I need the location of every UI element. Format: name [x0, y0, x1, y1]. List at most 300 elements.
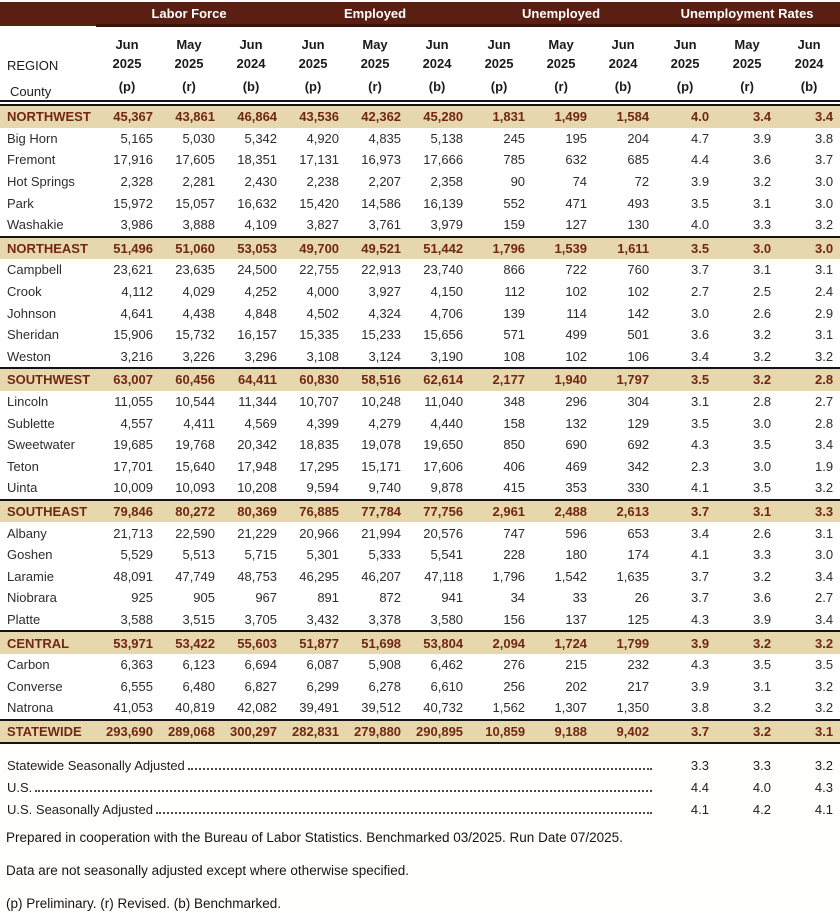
value-cell: 3,108 — [282, 346, 344, 369]
value-cell: 3.2 — [716, 324, 778, 346]
value-cell: 19,768 — [158, 434, 220, 456]
value-cell: 1,796 — [468, 565, 530, 587]
value-cell: 5,301 — [282, 544, 344, 566]
value-cell: 2.7 — [654, 281, 716, 303]
period-note: (b) — [592, 73, 654, 103]
value-cell: 23,635 — [158, 259, 220, 281]
value-cell: 3.2 — [716, 346, 778, 369]
value-cell: 46,207 — [344, 565, 406, 587]
value-cell: 866 — [468, 259, 530, 281]
value-cell: 21,229 — [220, 522, 282, 544]
value-cell: 26 — [592, 587, 654, 609]
value-cell: 1,831 — [468, 103, 530, 128]
value-cell: 4.3 — [654, 654, 716, 676]
value-cell: 2.8 — [778, 412, 840, 434]
period-year: 2024 — [592, 53, 654, 73]
value-cell: 51,698 — [344, 631, 406, 654]
value-cell: 127 — [530, 214, 592, 237]
county-row — [0, 259, 840, 281]
period-month: May — [344, 26, 406, 54]
value-cell: 2,094 — [468, 631, 530, 654]
value-cell: 3.5 — [654, 368, 716, 391]
region-row — [0, 103, 840, 128]
period-month: Jun — [592, 26, 654, 54]
value-cell: 20,342 — [220, 434, 282, 456]
value-cell: 571 — [468, 324, 530, 346]
value-cell: 4,411 — [158, 412, 220, 434]
value-cell: 4,000 — [282, 281, 344, 303]
value-cell: 41,053 — [96, 697, 158, 720]
county-row — [0, 391, 840, 413]
value-cell: 3,986 — [96, 214, 158, 237]
footnote-prepared: Prepared in cooperation with the Bureau of Labor Statistics. Benchmarked 03/2025. Run Date 07/2025. — [6, 830, 623, 846]
value-cell: 3.4 — [778, 609, 840, 632]
labor-force-table — [0, 2, 840, 744]
value-cell: 156 — [468, 609, 530, 632]
value-cell: 15,640 — [158, 456, 220, 478]
header-month-row — [0, 26, 840, 54]
value-cell: 3.7 — [778, 149, 840, 171]
value-cell: 125 — [592, 609, 654, 632]
value-cell: 747 — [468, 522, 530, 544]
value-cell: 3.1 — [778, 324, 840, 346]
value-cell: 16,157 — [220, 324, 282, 346]
period-year: 2024 — [406, 53, 468, 73]
value-cell: 159 — [468, 214, 530, 237]
value-cell: 40,732 — [406, 697, 468, 720]
value-cell: 9,402 — [592, 720, 654, 744]
region-label: REGION — [7, 58, 59, 73]
value-cell: 5,342 — [220, 128, 282, 150]
row-name: Sweetwater — [0, 434, 96, 456]
row-name: Uinta — [0, 477, 96, 500]
value-cell: 925 — [96, 587, 158, 609]
value-cell: 3.4 — [654, 522, 716, 544]
period-month: May — [716, 26, 778, 54]
value-cell: 2,613 — [592, 500, 654, 523]
value-cell: 39,512 — [344, 697, 406, 720]
value-cell: 4.7 — [654, 128, 716, 150]
value-cell: 469 — [530, 456, 592, 478]
value-cell: 3,979 — [406, 214, 468, 237]
value-cell: 49,700 — [282, 237, 344, 260]
row-name: NORTHWEST — [0, 103, 96, 128]
value-cell: 9,594 — [282, 477, 344, 500]
value-cell: 3.0 — [716, 412, 778, 434]
group-header-row — [0, 2, 840, 26]
value-cell: 18,351 — [220, 149, 282, 171]
value-cell: 2,238 — [282, 171, 344, 193]
period-year: 2025 — [344, 53, 406, 73]
value-cell: 850 — [468, 434, 530, 456]
value-cell: 3.7 — [654, 259, 716, 281]
county-row — [0, 434, 840, 456]
value-cell: 9,740 — [344, 477, 406, 500]
value-cell: 1,940 — [530, 368, 592, 391]
footnote-seasonal: Data are not seasonally adjusted except where otherwise specified. — [6, 863, 409, 879]
county-row — [0, 654, 840, 676]
value-cell: 17,701 — [96, 456, 158, 478]
value-cell: 1,799 — [592, 631, 654, 654]
county-row — [0, 214, 840, 237]
value-cell: 5,030 — [158, 128, 220, 150]
value-cell: 42,362 — [344, 103, 406, 128]
dotted-leader — [35, 790, 652, 792]
value-cell: 3.0 — [778, 192, 840, 214]
value-cell: 653 — [592, 522, 654, 544]
value-cell: 3,761 — [344, 214, 406, 237]
county-row — [0, 149, 840, 171]
value-cell: 692 — [592, 434, 654, 456]
value-cell: 14,586 — [344, 192, 406, 214]
period-month: May — [158, 26, 220, 54]
value-cell: 3.7 — [654, 565, 716, 587]
footnotes — [0, 819, 840, 912]
value-cell: 6,480 — [158, 675, 220, 697]
value-cell: 18,835 — [282, 434, 344, 456]
row-name: Weston — [0, 346, 96, 369]
value-cell: 4,279 — [344, 412, 406, 434]
value-cell: 256 — [468, 675, 530, 697]
period-year: 2025 — [716, 53, 778, 73]
value-cell: 15,972 — [96, 192, 158, 214]
value-cell: 6,555 — [96, 675, 158, 697]
county-label: County — [10, 84, 52, 99]
value-cell: 2.7 — [778, 391, 840, 413]
value-cell: 1,539 — [530, 237, 592, 260]
region-row — [0, 500, 840, 523]
value-cell: 195 — [530, 128, 592, 150]
value-cell: 15,656 — [406, 324, 468, 346]
value-cell: 10,707 — [282, 391, 344, 413]
value-cell: 3.3 — [716, 544, 778, 566]
county-row — [0, 456, 840, 478]
value-cell: 112 — [468, 281, 530, 303]
value-cell: 3.1 — [778, 522, 840, 544]
value-cell: 3.2 — [778, 631, 840, 654]
value-cell: 4,848 — [220, 302, 282, 324]
row-name: Hot Springs — [0, 171, 96, 193]
value-cell: 3.4 — [654, 346, 716, 369]
value-cell: 17,666 — [406, 149, 468, 171]
value-cell: 17,948 — [220, 456, 282, 478]
value-cell: 51,496 — [96, 237, 158, 260]
value-cell: 3.0 — [778, 171, 840, 193]
value-cell: 4,029 — [158, 281, 220, 303]
leader-row-us-sa — [0, 797, 840, 819]
county-row — [0, 192, 840, 214]
value-cell: 3.2 — [778, 697, 840, 720]
period-month: Jun — [468, 26, 530, 54]
row-name: Converse — [0, 675, 96, 697]
value-cell: 406 — [468, 456, 530, 478]
value-cell: 3.0 — [716, 456, 778, 478]
value-cell: 2,207 — [344, 171, 406, 193]
value-cell: 5,529 — [96, 544, 158, 566]
value-cell: 342 — [592, 456, 654, 478]
region-county-header — [0, 26, 96, 104]
value-cell: 596 — [530, 522, 592, 544]
period-month: Jun — [778, 26, 840, 54]
value-cell: 4.3 — [654, 434, 716, 456]
value-cell: 4,706 — [406, 302, 468, 324]
value-cell: 204 — [592, 128, 654, 150]
value-cell: 3.9 — [654, 631, 716, 654]
value-cell: 3.1 — [716, 500, 778, 523]
value-cell: 5,138 — [406, 128, 468, 150]
rate-value: 4.4 — [690, 780, 709, 796]
leader-rates — [654, 801, 840, 819]
value-cell: 58,516 — [344, 368, 406, 391]
value-cell: 48,091 — [96, 565, 158, 587]
value-cell: 1,797 — [592, 368, 654, 391]
county-row — [0, 128, 840, 150]
value-cell: 501 — [592, 324, 654, 346]
period-month: Jun — [406, 26, 468, 54]
rate-value: 4.2 — [752, 802, 771, 818]
value-cell: 3.5 — [654, 237, 716, 260]
value-cell: 3.4 — [778, 565, 840, 587]
value-cell: 10,859 — [468, 720, 530, 744]
row-name: SOUTHWEST — [0, 368, 96, 391]
period-year: 2025 — [96, 53, 158, 73]
value-cell: 3.9 — [716, 128, 778, 150]
value-cell: 17,295 — [282, 456, 344, 478]
value-cell: 4,109 — [220, 214, 282, 237]
value-cell: 9,188 — [530, 720, 592, 744]
value-cell: 296 — [530, 391, 592, 413]
value-cell: 21,994 — [344, 522, 406, 544]
value-cell: 49,521 — [344, 237, 406, 260]
value-cell: 632 — [530, 149, 592, 171]
value-cell: 3,588 — [96, 609, 158, 632]
value-cell: 2.5 — [716, 281, 778, 303]
period-year: 2025 — [158, 53, 220, 73]
value-cell: 23,621 — [96, 259, 158, 281]
value-cell: 2.8 — [716, 391, 778, 413]
value-cell: 40,819 — [158, 697, 220, 720]
value-cell: 77,784 — [344, 500, 406, 523]
value-cell: 46,295 — [282, 565, 344, 587]
value-cell: 4.1 — [654, 477, 716, 500]
value-cell: 279,880 — [344, 720, 406, 744]
value-cell: 202 — [530, 675, 592, 697]
county-row — [0, 171, 840, 193]
region-row — [0, 237, 840, 260]
value-cell: 22,755 — [282, 259, 344, 281]
value-cell: 3.1 — [778, 259, 840, 281]
value-cell: 3,432 — [282, 609, 344, 632]
value-cell: 142 — [592, 302, 654, 324]
value-cell: 15,233 — [344, 324, 406, 346]
leader-row-us — [0, 775, 840, 797]
value-cell: 5,715 — [220, 544, 282, 566]
value-cell: 872 — [344, 587, 406, 609]
rate-value: 4.1 — [690, 802, 709, 818]
row-name: Carbon — [0, 654, 96, 676]
value-cell: 51,877 — [282, 631, 344, 654]
value-cell: 1,307 — [530, 697, 592, 720]
period-note: (r) — [716, 73, 778, 103]
value-cell: 232 — [592, 654, 654, 676]
value-cell: 217 — [592, 675, 654, 697]
value-cell: 2,961 — [468, 500, 530, 523]
leader-rates — [654, 779, 840, 797]
value-cell: 3.3 — [778, 500, 840, 523]
value-cell: 80,272 — [158, 500, 220, 523]
value-cell: 471 — [530, 192, 592, 214]
value-cell: 10,544 — [158, 391, 220, 413]
value-cell: 106 — [592, 346, 654, 369]
row-name: Sublette — [0, 412, 96, 434]
period-month: Jun — [654, 26, 716, 54]
value-cell: 3.1 — [654, 391, 716, 413]
value-cell: 3.2 — [716, 720, 778, 744]
value-cell: 1,350 — [592, 697, 654, 720]
value-cell: 785 — [468, 149, 530, 171]
value-cell: 3,705 — [220, 609, 282, 632]
value-cell: 22,590 — [158, 522, 220, 544]
value-cell: 3.4 — [778, 103, 840, 128]
value-cell: 552 — [468, 192, 530, 214]
rate-value: 4.3 — [814, 780, 833, 796]
value-cell: 15,906 — [96, 324, 158, 346]
header-year-row — [0, 53, 840, 73]
value-cell: 102 — [530, 281, 592, 303]
value-cell: 4.1 — [654, 544, 716, 566]
county-row — [0, 609, 840, 632]
county-row — [0, 281, 840, 303]
value-cell: 3.5 — [654, 192, 716, 214]
period-year: 2025 — [654, 53, 716, 73]
rate-value: 3.3 — [752, 758, 771, 774]
value-cell: 290,895 — [406, 720, 468, 744]
value-cell: 11,040 — [406, 391, 468, 413]
value-cell: 76,885 — [282, 500, 344, 523]
value-cell: 43,536 — [282, 103, 344, 128]
value-cell: 114 — [530, 302, 592, 324]
period-note: (p) — [96, 73, 158, 103]
value-cell: 174 — [592, 544, 654, 566]
value-cell: 1,796 — [468, 237, 530, 260]
value-cell: 4.0 — [654, 103, 716, 128]
value-cell: 293,690 — [96, 720, 158, 744]
value-cell: 353 — [530, 477, 592, 500]
value-cell: 685 — [592, 149, 654, 171]
band-corner — [0, 2, 96, 26]
value-cell: 15,335 — [282, 324, 344, 346]
value-cell: 1,562 — [468, 697, 530, 720]
value-cell: 15,420 — [282, 192, 344, 214]
value-cell: 3.2 — [716, 697, 778, 720]
value-cell: 4,399 — [282, 412, 344, 434]
county-row — [0, 477, 840, 500]
value-cell: 17,131 — [282, 149, 344, 171]
row-name: CENTRAL — [0, 631, 96, 654]
value-cell: 276 — [468, 654, 530, 676]
value-cell: 722 — [530, 259, 592, 281]
value-cell: 45,280 — [406, 103, 468, 128]
period-year: 2025 — [282, 53, 344, 73]
value-cell: 63,007 — [96, 368, 158, 391]
county-row — [0, 412, 840, 434]
value-cell: 158 — [468, 412, 530, 434]
rate-value: 3.3 — [690, 758, 709, 774]
value-cell: 2,328 — [96, 171, 158, 193]
value-cell: 53,053 — [220, 237, 282, 260]
value-cell: 3.2 — [778, 477, 840, 500]
value-cell: 102 — [530, 346, 592, 369]
value-cell: 2.3 — [654, 456, 716, 478]
region-row — [0, 631, 840, 654]
value-cell: 3,190 — [406, 346, 468, 369]
value-cell: 4.4 — [654, 149, 716, 171]
value-cell: 3,888 — [158, 214, 220, 237]
value-cell: 74 — [530, 171, 592, 193]
value-cell: 11,344 — [220, 391, 282, 413]
value-cell: 3.1 — [716, 192, 778, 214]
period-year: 2025 — [468, 53, 530, 73]
value-cell: 348 — [468, 391, 530, 413]
value-cell: 1,724 — [530, 631, 592, 654]
value-cell: 6,363 — [96, 654, 158, 676]
value-cell: 129 — [592, 412, 654, 434]
value-cell: 1,542 — [530, 565, 592, 587]
value-cell: 5,908 — [344, 654, 406, 676]
value-cell: 4,150 — [406, 281, 468, 303]
value-cell: 3.7 — [654, 587, 716, 609]
period-year: 2024 — [778, 53, 840, 73]
value-cell: 3,378 — [344, 609, 406, 632]
row-name: Lincoln — [0, 391, 96, 413]
value-cell: 19,685 — [96, 434, 158, 456]
row-name: Niobrara — [0, 587, 96, 609]
value-cell: 228 — [468, 544, 530, 566]
period-note: (p) — [654, 73, 716, 103]
value-cell: 6,299 — [282, 675, 344, 697]
value-cell: 3.5 — [716, 477, 778, 500]
row-name: Crook — [0, 281, 96, 303]
value-cell: 282,831 — [282, 720, 344, 744]
value-cell: 2,281 — [158, 171, 220, 193]
row-name: Sheridan — [0, 324, 96, 346]
value-cell: 53,422 — [158, 631, 220, 654]
row-name: Fremont — [0, 149, 96, 171]
value-cell: 2,177 — [468, 368, 530, 391]
value-cell: 2.4 — [778, 281, 840, 303]
value-cell: 132 — [530, 412, 592, 434]
group-labor-force: Labor Force — [96, 2, 282, 26]
value-cell: 3.2 — [778, 675, 840, 697]
rate-value: 4.0 — [752, 780, 771, 796]
value-cell: 45,367 — [96, 103, 158, 128]
county-row — [0, 302, 840, 324]
value-cell: 51,060 — [158, 237, 220, 260]
county-row — [0, 697, 840, 720]
row-name: Albany — [0, 522, 96, 544]
value-cell: 2.9 — [778, 302, 840, 324]
value-cell: 47,749 — [158, 565, 220, 587]
value-cell: 3.2 — [716, 631, 778, 654]
value-cell: 3.8 — [778, 128, 840, 150]
value-cell: 1,499 — [530, 103, 592, 128]
row-name: Goshen — [0, 544, 96, 566]
value-cell: 72 — [592, 171, 654, 193]
value-cell: 17,606 — [406, 456, 468, 478]
row-name: Park — [0, 192, 96, 214]
value-cell: 4,502 — [282, 302, 344, 324]
value-cell: 4.0 — [654, 214, 716, 237]
